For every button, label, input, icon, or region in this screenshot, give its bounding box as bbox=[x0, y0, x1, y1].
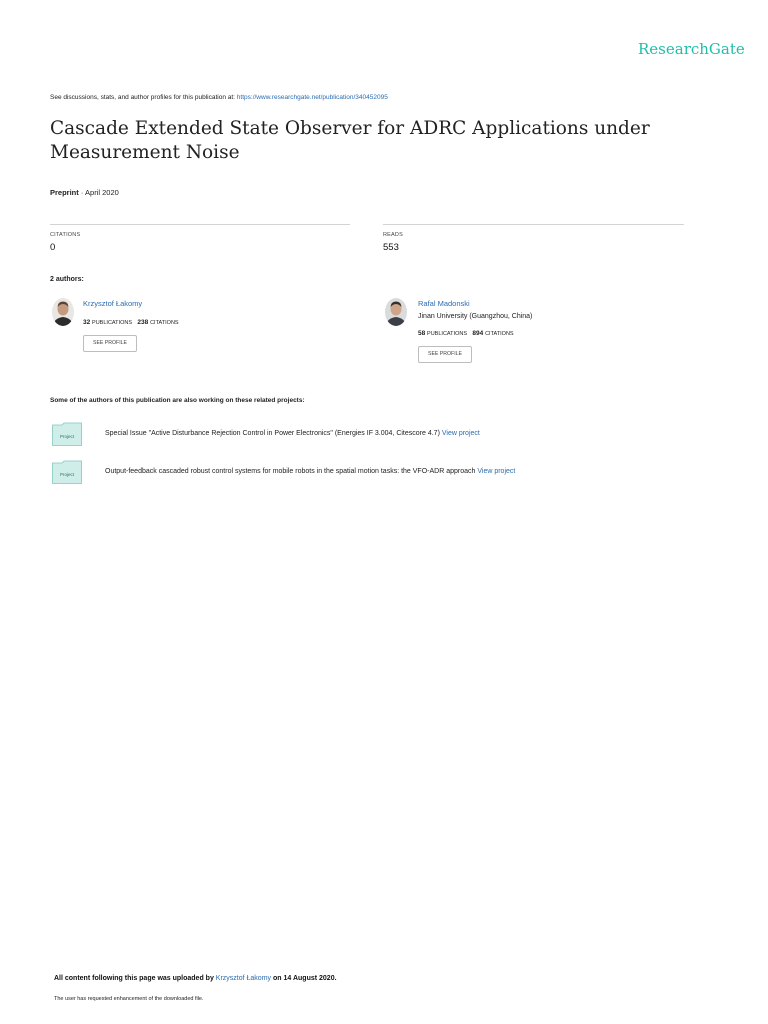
researchgate-logo[interactable]: ResearchGate bbox=[638, 40, 745, 58]
author-2-citations-label: CITATIONS bbox=[485, 331, 514, 337]
project-folder-icon bbox=[52, 422, 82, 446]
project-1-view-project-link[interactable]: View project bbox=[441, 430, 480, 437]
page-title: Cascade Extended State Observer for ADRC Applications under Measurement Noise bbox=[50, 118, 650, 163]
citations-value: 0 bbox=[50, 242, 56, 253]
author-2-citations-count: 894 bbox=[472, 330, 484, 337]
discussion-text: See discussions, stats, and author profiles for this publication at: bbox=[50, 94, 237, 101]
author-2-photo bbox=[385, 298, 407, 326]
upload-prefix: All content following this page was uploaded by bbox=[54, 975, 216, 982]
author-1-citations-count: 238 bbox=[137, 319, 149, 326]
publication-url-link[interactable]: https://www.researchgate.net/publication/340452095 bbox=[236, 94, 388, 101]
author-2-avatar[interactable] bbox=[385, 298, 407, 326]
publication-type: Preprint bbox=[50, 188, 79, 197]
uploader-link[interactable]: Krzysztof Łakomy bbox=[215, 975, 272, 982]
project-folder-icon bbox=[52, 460, 82, 484]
meta-separator: · bbox=[78, 188, 86, 197]
upload-middle: on bbox=[271, 975, 284, 982]
discussion-line bbox=[50, 94, 388, 101]
related-projects-heading: Some of the authors of this publication are also working on these related projects: bbox=[50, 397, 305, 404]
author-2-institution: Jinan University (Guangzhou, China) bbox=[418, 313, 533, 320]
author-2-publications-label: PUBLICATIONS bbox=[427, 331, 467, 337]
author-1-name-link[interactable]: Krzysztof Łakomy bbox=[83, 299, 143, 308]
author-1-publications-count: 32 bbox=[83, 319, 91, 326]
author-2-publications-count: 58 bbox=[418, 330, 426, 337]
project-2-icon-label: Project bbox=[59, 472, 75, 477]
author-1-photo bbox=[52, 298, 74, 326]
project-1-icon-label: Project bbox=[59, 434, 75, 439]
author-2-see-profile-button[interactable]: SEE PROFILE bbox=[418, 346, 472, 363]
project-1-title: Special Issue "Active Disturbance Rejection Control in Power Electronics" (Energies IF 3.004, Citescore 4.7) bbox=[105, 430, 442, 437]
author-1-see-profile-button[interactable]: SEE PROFILE bbox=[83, 335, 137, 352]
upload-notice bbox=[54, 975, 337, 982]
project-2-view-project-link[interactable]: View project bbox=[477, 468, 516, 475]
upload-suffix: . bbox=[334, 975, 337, 982]
reads-label: READS bbox=[383, 232, 403, 238]
project-1-row bbox=[105, 430, 480, 437]
author-1-publications-label: PUBLICATIONS bbox=[92, 320, 132, 326]
project-2-title: Output-feedback cascaded robust control systems for mobile robots in the spatial motion tasks: the VFO-ADR approach bbox=[105, 468, 478, 475]
citations-label: CITATIONS bbox=[50, 232, 81, 238]
reads-divider bbox=[383, 224, 684, 225]
author-1-citations-label: CITATIONS bbox=[150, 320, 179, 326]
publication-date: April 2020 bbox=[85, 188, 119, 197]
author-2-name-link[interactable]: Rafal Madonski bbox=[418, 299, 470, 308]
authors-heading: 2 authors: bbox=[50, 276, 84, 283]
citations-divider bbox=[50, 224, 350, 225]
upload-date: 14 August 2020 bbox=[283, 975, 335, 982]
project-2-row bbox=[105, 468, 515, 475]
author-1-avatar[interactable] bbox=[52, 298, 74, 326]
reads-value: 553 bbox=[383, 242, 399, 253]
author-1-stats bbox=[83, 319, 179, 326]
author-2-stats bbox=[418, 330, 514, 337]
publication-meta bbox=[50, 188, 119, 197]
enhancement-note: The user has requested enhancement of the downloaded file. bbox=[54, 996, 204, 1002]
